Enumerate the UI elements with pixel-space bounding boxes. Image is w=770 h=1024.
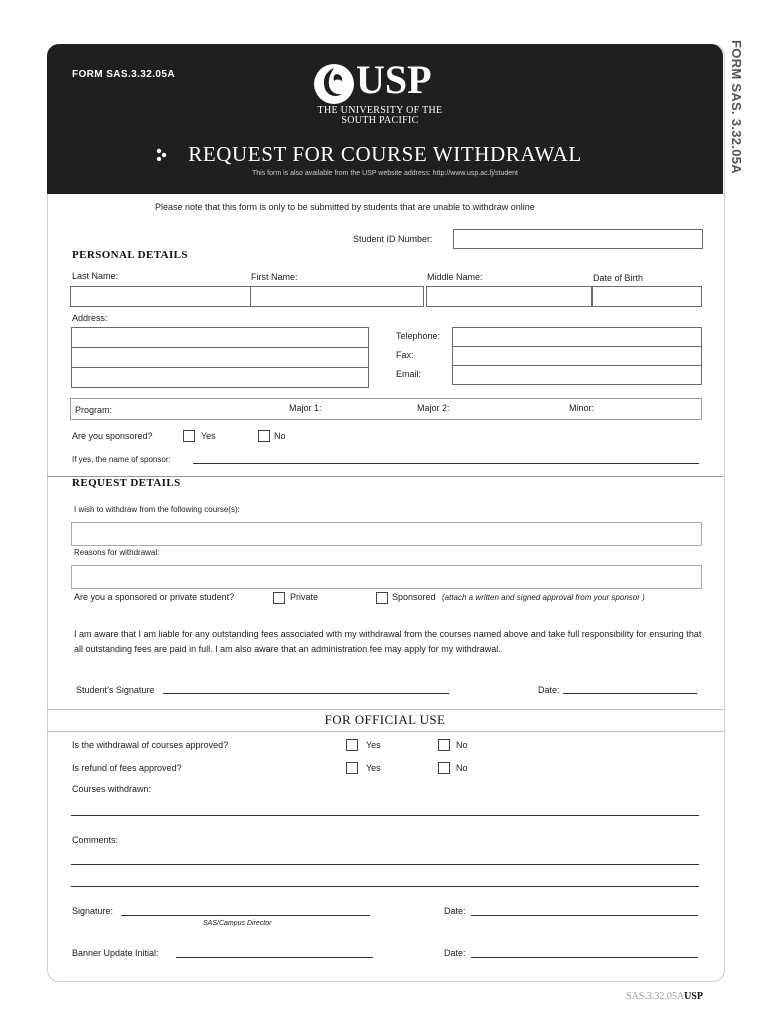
student-date-label: Date: <box>538 685 560 695</box>
program-label: Program: <box>75 405 113 415</box>
dob-field[interactable] <box>592 286 702 307</box>
address-label: Address: <box>72 313 108 323</box>
banner-initial-label: Banner Update Initial: <box>72 948 159 958</box>
sponsored-note: (attach a written and signed approval from your sponsor ) <box>442 593 645 602</box>
official-signature-line[interactable] <box>121 915 370 916</box>
first-name-label: First Name: <box>251 272 298 282</box>
address-line-2-field[interactable] <box>71 347 369 368</box>
reasons-field[interactable] <box>71 565 702 589</box>
sponsored-yes-label: Yes <box>201 431 216 441</box>
courses-withdrawn-line[interactable] <box>71 815 699 816</box>
official-use-heading: FOR OFFICIAL USE <box>324 712 446 727</box>
minor-label: Minor: <box>569 403 595 413</box>
first-name-field[interactable] <box>250 286 424 307</box>
footer-form-code <box>626 991 703 1002</box>
major1-label: Major 1: <box>289 403 322 413</box>
approved-no-checkbox[interactable] <box>438 739 450 751</box>
private-checkbox[interactable] <box>273 592 285 604</box>
university-line-2: SOUTH PACIFIC <box>341 115 419 126</box>
approved-no-label: No <box>456 740 468 750</box>
address-line-1-field[interactable] <box>71 327 369 348</box>
refund-question: Is refund of fees approved? <box>72 763 182 773</box>
declaration-text: I am aware that I am liable for any outstanding fees associated with my withdrawal from the courses named above and take full responsibility for ensuring that all outstanding fees are paid in full. I am also aware that an administration fee may apply for my withdrawal. <box>74 629 702 654</box>
logo-wordmark: USP <box>356 57 432 102</box>
withdraw-courses-field[interactable] <box>71 522 702 546</box>
email-field[interactable] <box>452 365 702 385</box>
footer-brand: USP <box>684 991 703 1002</box>
banner-date-label: Date: <box>444 948 466 958</box>
sponsored-label: Sponsored <box>392 592 436 602</box>
last-name-label: Last Name: <box>72 271 119 281</box>
approved-yes-label: Yes <box>366 740 381 750</box>
email-label: Email: <box>396 369 422 379</box>
student-type-question: Are you a sponsored or private student? <box>74 592 235 602</box>
major2-label: Major 2: <box>417 403 450 413</box>
private-label: Private <box>290 592 319 602</box>
telephone-field[interactable] <box>452 327 702 347</box>
official-date-line[interactable] <box>471 915 698 916</box>
availability-note: This form is also available from the USP website address: http://www.usp.ac.fj/student <box>252 170 518 177</box>
courses-withdrawn-label: Courses withdrawn: <box>72 784 152 794</box>
fax-label: Fax: <box>396 350 414 360</box>
personal-details-heading: PERSONAL DETAILS <box>72 249 188 261</box>
sponsored-no-label: No <box>274 431 286 441</box>
comments-label: Comments: <box>72 835 119 845</box>
reasons-label: Reasons for withdrawal: <box>74 548 160 557</box>
university-line-1: THE UNIVERSITY OF THE <box>317 105 443 116</box>
student-id-label: Student ID Number: <box>353 234 433 244</box>
sponsored-checkbox[interactable] <box>376 592 388 604</box>
middle-name-field[interactable] <box>426 286 592 307</box>
banner-date-line[interactable] <box>471 957 698 958</box>
student-date-line[interactable] <box>563 693 697 694</box>
refund-no-label: No <box>456 763 468 773</box>
address-line-3-field[interactable] <box>71 367 369 388</box>
university-name <box>300 106 460 126</box>
sponsored-yes-checkbox[interactable] <box>183 430 195 442</box>
official-divider-bottom <box>47 731 723 732</box>
refund-yes-label: Yes <box>366 763 381 773</box>
last-name-field[interactable] <box>70 286 251 307</box>
refund-no-checkbox[interactable] <box>438 762 450 774</box>
dob-label: Date of Birth <box>593 273 644 283</box>
program-row-field[interactable] <box>70 398 702 420</box>
refund-yes-checkbox[interactable] <box>346 762 358 774</box>
side-form-code-text: FORM SAS. 3.32.05A <box>729 40 744 174</box>
form-title: REQUEST FOR COURSE WITHDRAWAL <box>188 142 582 166</box>
sponsor-name-line[interactable] <box>193 463 699 464</box>
form-code: FORM SAS.3.32.05A <box>72 69 175 80</box>
fax-field[interactable] <box>452 346 702 366</box>
request-details-heading: REQUEST DETAILS <box>72 477 181 489</box>
student-signature-label: Student’s Signature <box>76 685 155 695</box>
banner-initial-line[interactable] <box>176 957 373 958</box>
official-signature-label: Signature: <box>72 906 114 916</box>
comments-line-2[interactable] <box>71 886 699 887</box>
middle-name-label: Middle Name: <box>427 272 483 282</box>
sponsor-name-label: If yes, the name of sponsor: <box>72 455 171 464</box>
footer-code-text: SAS.3.32.05A <box>626 991 685 1002</box>
sponsored-no-checkbox[interactable] <box>258 430 270 442</box>
approved-question: Is the withdrawal of courses approved? <box>72 740 229 750</box>
online-note: Please note that this form is only to be submitted by students that are unable to withdraw online <box>155 202 535 212</box>
side-form-code <box>712 40 752 180</box>
withdraw-courses-label: I wish to withdraw from the following course(s): <box>74 505 240 514</box>
official-date-label: Date: <box>444 906 466 916</box>
approved-yes-checkbox[interactable] <box>346 739 358 751</box>
comments-line-1[interactable] <box>71 864 699 865</box>
signature-role: SAS/Campus Director <box>203 920 272 927</box>
student-id-field[interactable] <box>453 229 703 249</box>
student-signature-line[interactable] <box>163 693 449 694</box>
usp-logo-emblem-icon <box>312 62 356 106</box>
sponsored-question: Are you sponsored? <box>72 431 153 441</box>
telephone-label: Telephone: <box>396 331 441 341</box>
